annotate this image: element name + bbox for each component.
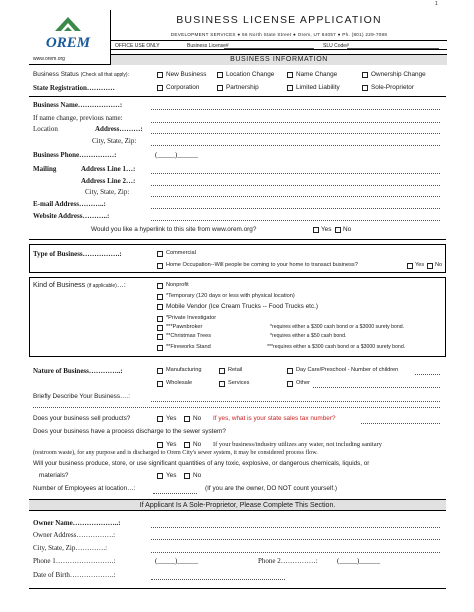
kind-temporary-label: *Temporary (120 days or less with physical location) [166, 293, 295, 299]
nature-other-input[interactable] [313, 387, 440, 388]
license-number-field[interactable] [224, 48, 314, 49]
process-discharge-question: Does your business have a process discharge to the sewer system? [33, 428, 226, 435]
nature-manufacturing-checkbox[interactable] [157, 368, 163, 374]
daycare-children-input[interactable] [415, 374, 440, 375]
hazardous-no-label: No [193, 472, 202, 479]
kind-pawnbroker-label: ***Pawnbroker [166, 324, 203, 330]
status-name-change-label: Name Change [296, 71, 338, 78]
reg-llc-checkbox[interactable] [287, 85, 293, 91]
hazardous-no-checkbox[interactable] [184, 473, 190, 479]
kind-private-investigator-checkbox[interactable] [157, 316, 163, 322]
kind-temporary-row [29, 293, 446, 303]
nature-daycare-checkbox[interactable] [287, 368, 293, 374]
nature-services-checkbox[interactable] [219, 381, 225, 387]
owner-name-row [29, 519, 446, 529]
sell-no-checkbox[interactable] [184, 416, 190, 422]
reg-corporation-checkbox[interactable] [157, 85, 163, 91]
reg-partnership-checkbox[interactable] [217, 85, 223, 91]
materials-row [29, 472, 446, 482]
website-input[interactable] [151, 220, 440, 221]
mailing-line1-label: Address Line 1…: [81, 165, 136, 173]
sales-tax-input[interactable] [361, 423, 440, 424]
business-status-label: Business Status (Check all that apply): [33, 71, 129, 78]
divider [29, 96, 446, 97]
nature-manufacturing-label: Manufacturing [166, 367, 202, 373]
employees-input[interactable] [153, 493, 197, 494]
status-ownership-change-label: Ownership Change [371, 71, 426, 78]
discharge-no-checkbox[interactable] [184, 442, 190, 448]
nature-row-2 [29, 380, 446, 390]
owner-address-label: Owner Address…………….: [33, 531, 116, 539]
office-use-label: OFFICE USE ONLY [115, 43, 160, 49]
kind-fireworks-label: **Fireworks Stand [166, 344, 211, 350]
nature-wholesale-checkbox[interactable] [157, 381, 163, 387]
reg-sole-proprietor-checkbox[interactable] [362, 85, 368, 91]
location-city-input[interactable] [151, 145, 440, 146]
hazardous-question: Will your business produce, store, or use significant quantities of any toxic, explosive, or dangerous chemicals, liquids, or [33, 460, 370, 467]
slu-code-field[interactable] [347, 48, 439, 49]
page-number: 1 [435, 1, 438, 7]
employees-row [29, 485, 446, 495]
status-new-checkbox[interactable] [157, 72, 163, 78]
hyperlink-yes-checkbox[interactable] [313, 227, 319, 233]
home-no-label: No [435, 262, 443, 268]
dob-label: Date of Birth……………….: [33, 571, 116, 579]
nature-other-label: Other [296, 380, 310, 386]
previous-name-row [29, 114, 446, 124]
license-number-label: Business License# [187, 43, 229, 49]
describe-business-input-line2[interactable] [33, 407, 440, 408]
business-name-input[interactable] [151, 109, 440, 110]
sell-no-label: No [193, 415, 202, 422]
owner-address-row [29, 531, 446, 541]
nature-retail-label: Retail [228, 367, 243, 373]
department-address: DEVELOPMENT SERVICES ● 56 North State Street ● Orem, UT 84057 ● Ph. (801) 229-7088 [170, 32, 388, 37]
state-registration-row [29, 84, 446, 94]
kind-of-business-label: Kind of Business (if applicable)…: [33, 282, 126, 289]
state-registration-label: State Registration………… [33, 84, 115, 92]
business-status-row [29, 71, 446, 81]
phone2-input[interactable]: (_____)______ [337, 557, 381, 565]
nature-daycare-label: Day Care/Preschool - Number of children [296, 367, 399, 373]
location-city-label: City, State, Zip: [92, 137, 137, 145]
application-form [29, 10, 446, 600]
dob-row [29, 571, 446, 581]
home-no-checkbox[interactable] [427, 263, 433, 269]
fireworks-bond-note: ***requires either a $300 cash bond or a $3000 surety bond. [267, 344, 406, 350]
status-location-change-label: Location Change [226, 71, 275, 78]
location-address-row [29, 125, 446, 135]
reg-corporation-label: Corporation [166, 84, 200, 91]
discharge-yes-checkbox[interactable] [157, 442, 163, 448]
type-commercial-label: Commercial [166, 250, 196, 256]
discharge-yes-label: Yes [166, 441, 177, 448]
kind-pawnbroker-checkbox[interactable] [157, 325, 163, 331]
home-occupation-row [29, 262, 446, 272]
hazardous-row [29, 460, 446, 470]
status-ownership-change-checkbox[interactable] [362, 72, 368, 78]
kind-nonprofit-checkbox[interactable] [157, 283, 163, 289]
process-discharge-row [29, 428, 446, 438]
previous-name-input[interactable] [151, 122, 440, 123]
owner-city-input[interactable] [151, 552, 440, 553]
mailing-line1-input[interactable] [151, 173, 440, 174]
business-name-label: Business Name………………: [33, 101, 123, 109]
email-label: E-mail Address………..: [33, 200, 106, 208]
website-label: Website Address………..: [33, 212, 110, 220]
nature-services-label: Services [228, 380, 250, 386]
owner-name-input[interactable] [151, 527, 440, 528]
materials-label: materials? [39, 472, 69, 479]
reg-sole-proprietor-label: Sole-Proprietor [371, 84, 414, 91]
home-occupation-label: Home Occupation--Will people be coming to your home to transact business? [166, 262, 358, 268]
bottom-divider [29, 588, 446, 589]
phone2-label: Phone 2……………: [258, 557, 318, 565]
type-of-business-label: Type of Business…………….: [33, 250, 122, 258]
kind-mobile-vendor-label: Mobile Vendor (Ice Cream Trucks -- Food Trucks etc.) [166, 303, 319, 310]
mailing-line2-input[interactable] [151, 185, 440, 186]
home-yes-label: Yes [415, 262, 425, 268]
pawnbroker-bond-note: *requires either a $300 cash bond or a $3000 surety bond. [270, 324, 405, 330]
business-phone-input[interactable]: (_____)______ [155, 151, 199, 159]
nature-row-1 [29, 367, 446, 377]
page-title: BUSINESS LICENSE APPLICATION [176, 14, 382, 26]
phone1-label: Phone 1…………………….: [33, 557, 116, 565]
describe-business-label: Briefly Describe Your Business….: [33, 393, 130, 400]
hyperlink-no-checkbox[interactable] [335, 227, 341, 233]
location-label: Location [33, 125, 58, 133]
sales-tax-question: If yes, what is your state sales tax number? [213, 415, 336, 422]
kind-mobile-vendor-row [29, 303, 446, 313]
location-address-input[interactable] [151, 133, 440, 134]
type-commercial-checkbox[interactable] [157, 251, 163, 257]
sanitary-note: If your business/industry utilizes any water, not including sanitary [213, 441, 382, 448]
previous-name-label: If name change, previous name: [33, 114, 123, 122]
logo-text: OREM [45, 35, 91, 51]
reg-llc-label: Limited Liability [296, 84, 340, 91]
employees-label: Number of Employees at location…: [33, 485, 136, 492]
phone1-input[interactable]: (_____)______ [155, 557, 199, 565]
org-url[interactable]: www.orem.org [33, 56, 65, 62]
hazardous-yes-checkbox[interactable] [157, 473, 163, 479]
office-use-row [111, 40, 447, 50]
sell-products-row [29, 415, 446, 425]
slu-code-label: SLU Code# [323, 43, 349, 49]
kind-nonprofit-label: Nonprofit [166, 282, 189, 288]
type-home-occupation-checkbox[interactable] [157, 263, 163, 269]
describe-business-row [29, 393, 446, 403]
home-yes-checkbox[interactable] [407, 263, 413, 269]
dob-input[interactable] [151, 579, 285, 580]
christmas-trees-bond-note: *requires either a $50 cash bond. [270, 333, 347, 339]
kind-christmas-trees-row [29, 333, 446, 343]
location-city-row [29, 137, 446, 147]
email-row [29, 200, 446, 210]
nature-wholesale-label: Wholesale [166, 380, 193, 386]
mailing-city-label: City, State, Zip: [85, 188, 130, 196]
mailing-city-input[interactable] [151, 196, 440, 197]
nature-of-business-label: Nature of Business…………..: [33, 367, 123, 375]
status-location-change-checkbox[interactable] [217, 72, 223, 78]
mailing-line1-row [29, 165, 446, 175]
mailing-city-row [29, 188, 446, 198]
kind-temporary-checkbox[interactable] [157, 294, 163, 300]
kind-christmas-trees-label: **Christmas Trees [166, 333, 212, 339]
sell-yes-checkbox[interactable] [157, 416, 163, 422]
owner-city-label: City, State, Zip………….: [33, 544, 108, 552]
mailing-line2-label: Address Line 2…: [81, 177, 136, 185]
kind-private-investigator-label: *Private Investigator [166, 315, 217, 321]
describe-business-input[interactable] [151, 401, 440, 402]
owner-count-note: (If you are the owner, DO NOT count yourself.) [205, 485, 338, 492]
kind-fireworks-checkbox[interactable] [157, 345, 163, 351]
hazardous-yes-label: Yes [166, 472, 177, 479]
website-row [29, 212, 446, 222]
restroom-note: (restroom waste), for any purpose and is discharged to Orem City's sewer system, it may be considered process flow. [33, 450, 318, 456]
nature-retail-checkbox[interactable] [219, 368, 225, 374]
hyperlink-no-label: No [343, 226, 352, 233]
owner-address-input[interactable] [151, 539, 440, 540]
sole-proprietor-banner: If Applicant Is A Sole-Proprietor, Please Complete This Section. [29, 499, 446, 511]
kind-christmas-trees-checkbox[interactable] [157, 334, 163, 340]
hyperlink-yes-label: Yes [321, 226, 332, 233]
restroom-note-row [29, 450, 446, 460]
status-name-change-checkbox[interactable] [287, 72, 293, 78]
hyperlink-question: Would you like a hyperlink to this site from www.orem.org? [91, 226, 257, 233]
sell-yes-label: Yes [166, 415, 177, 422]
business-phone-label: Business Phone……………: [33, 151, 117, 159]
header-right [110, 10, 446, 65]
orem-logo-icon [31, 13, 105, 55]
divider [29, 239, 446, 240]
mailing-line2-row [29, 177, 446, 187]
sell-products-question: Does your business sell products? [33, 415, 131, 422]
mailing-label: Mailing [33, 165, 57, 173]
business-phone-row [29, 151, 446, 161]
reg-partnership-label: Partnership [226, 84, 259, 91]
kind-fireworks-row [29, 344, 446, 354]
owner-city-row [29, 544, 446, 554]
owner-name-label: Owner Name………………..: [33, 519, 121, 527]
nature-other-checkbox[interactable] [287, 381, 293, 387]
hyperlink-row [29, 226, 446, 236]
business-name-row [29, 101, 446, 111]
type-of-business-row [29, 250, 446, 260]
location-address-label: Address………: [95, 125, 143, 133]
form-header [29, 10, 446, 65]
owner-phone-row [29, 557, 446, 567]
email-input[interactable] [151, 208, 440, 209]
kind-of-business-row [29, 282, 446, 292]
status-new-label: New Business [166, 71, 207, 78]
business-information-heading: BUSINESS INFORMATION [111, 54, 447, 65]
kind-mobile-vendor-checkbox[interactable] [157, 304, 163, 310]
discharge-no-label: No [193, 441, 202, 448]
